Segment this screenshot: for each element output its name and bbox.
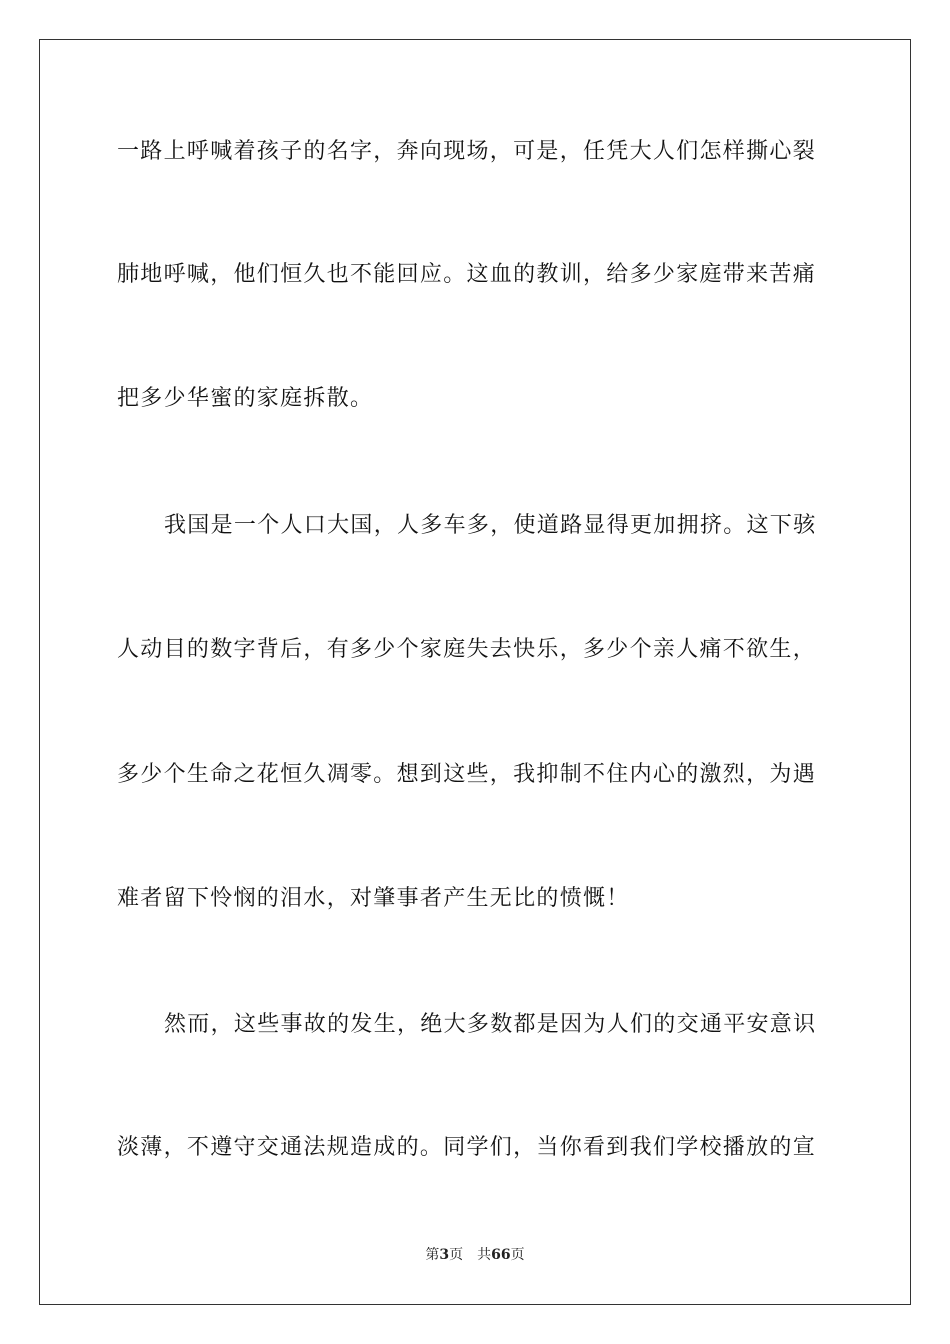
total-suffix: 页 [510, 1247, 525, 1263]
page-prefix: 第 [425, 1247, 440, 1263]
total-pages: 66 [491, 1247, 511, 1263]
page-suffix: 页 [449, 1247, 464, 1263]
text-line: 肺地呼喊，他们恒久也不能回应。这血的教训，给多少家庭带来苦痛 [117, 262, 817, 287]
paragraph-first-line: 然而，这些事故的发生，绝大多数都是因为人们的交通平安意识 [164, 1012, 817, 1037]
total-prefix: 共 [477, 1247, 492, 1263]
page-footer [0, 1245, 950, 1265]
page-border [39, 39, 911, 1305]
text-line: 淡薄，不遵守交通法规造成的。同学们，当你看到我们学校播放的宣 [117, 1135, 817, 1160]
text-line: 人动目的数字背后，有多少个家庭失去快乐，多少个亲人痛不欲生， [117, 637, 817, 662]
text-line: 把多少华蜜的家庭拆散。 [117, 386, 374, 411]
text-line: 一路上呼喊着孩子的名字，奔向现场，可是，任凭大人们怎样撕心裂 [117, 139, 817, 164]
text-line: 多少个生命之花恒久凋零。想到这些，我抑制不住内心的激烈，为遇 [117, 762, 817, 787]
text-line: 难者留下怜悯的泪水，对肇事者产生无比的愤慨！ [117, 886, 630, 911]
page-number: 3 [439, 1247, 450, 1263]
paragraph-first-line: 我国是一个人口大国，人多车多，使道路显得更加拥挤。这下骇 [164, 513, 817, 538]
